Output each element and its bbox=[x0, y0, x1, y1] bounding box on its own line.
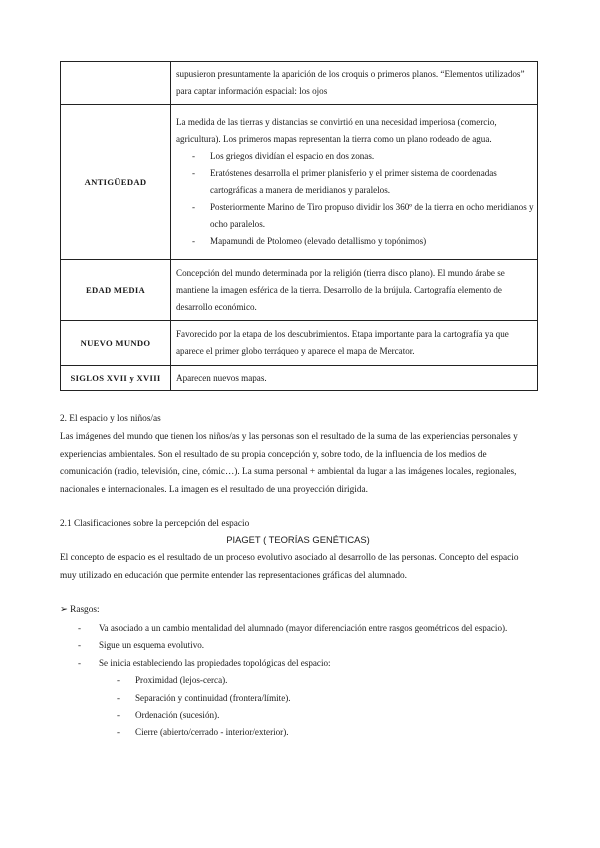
list-item: - Separación y continuidad (frontera/límite). bbox=[135, 690, 569, 707]
rasgos-list bbox=[60, 620, 569, 742]
list-item: - Ordenación (sucesión). bbox=[135, 707, 569, 724]
subsection-paragraph: El concepto de espacio es el resultado de un proceso evolutivo asociado al desarrollo de las personas. Concepto del espacio muy utilizado en educación que permite entender las representaciones gráficas del alumnado. bbox=[60, 553, 519, 581]
list-item: - Los griegos dividían el espacio en dos zonas. bbox=[210, 148, 534, 165]
table-row bbox=[61, 321, 538, 366]
list-item: - Se inicia estableciendo las propiedades topológicas del espacio: - Proximidad (lejos-cerca). - Separación y continuidad (frontera/límite). - Ordenación (sucesión). - Cierre (abierto/cerrado - interior/exterior). bbox=[99, 655, 569, 742]
row-content: supusieron presuntamente la aparición de los croquis o primeros planos. “Elementos utilizados” para captar información espacial: los ojos bbox=[171, 62, 538, 105]
list-item: - Cierre (abierto/cerrado - interior/exterior). bbox=[135, 724, 569, 741]
list-item: - Mapamundi de Ptolomeo (elevado detallismo y topónimos) bbox=[210, 233, 534, 250]
list-item: - Eratóstenes desarrolla el primer planisferio y el primer sistema de coordenadas cartográficas a manera de meridianos y paralelos. bbox=[210, 165, 534, 199]
row-label: SIGLOS XVII y XVIII bbox=[61, 366, 171, 391]
section-heading: 2. El espacio y los niños/as bbox=[60, 414, 161, 424]
row-label: EDAD MEDIA bbox=[61, 260, 171, 321]
list-item: - Va asociado a un cambio mentalidad del alumnado (mayor diferenciación entre rasgos geométricos del espacio). bbox=[99, 620, 569, 637]
row-content: Favorecido por la etapa de los descubrimientos. Etapa importante para la cartografía ya que aparece el primer globo terráqueo y aparece el mapa de Mercator. bbox=[171, 321, 538, 366]
row-content: Concepción del mundo determinada por la religión (tierra disco plano). El mundo árabe se mantiene la imagen esférica de la tierra. Desarrollo de la brújula. Cartografía elemento de desarrollo económico. bbox=[171, 260, 538, 321]
row-label bbox=[61, 62, 171, 105]
list-item: - Sigue un esquema evolutivo. bbox=[99, 637, 569, 654]
table-row bbox=[61, 105, 538, 260]
row-label: NUEVO MUNDO bbox=[61, 321, 171, 366]
list-item: - Proximidad (lejos-cerca). bbox=[135, 672, 569, 689]
row-content: Aparecen nuevos mapas. bbox=[171, 366, 538, 391]
row-text: La medida de las tierras y distancias se convirtió en una necesidad imperiosa (comercio, agricultura). Los primeros mapas representan la tierra como un plano rodeado de agua. bbox=[176, 117, 497, 144]
section-paragraph: Las imágenes del mundo que tienen los niños/as y las personas son el resultado de la suma de las experiencias personales y experiencias ambientales. Son el resultado de su propia concepción y, sobre todo, de la influencia de los medios de comunicación (radio, televisión, cine, cómic…). La suma personal + ambiental da lugar a las imágenes locales, regionales, nacionales e internacionales. La imagen es el resultado de una proyección dirigida. bbox=[60, 432, 518, 495]
table-row bbox=[61, 62, 538, 105]
rasgos-heading: ➢ Rasgos: bbox=[60, 605, 100, 615]
row-label: ANTIGÜEDAD bbox=[61, 105, 171, 260]
table-row bbox=[61, 366, 538, 391]
list-item: - Posteriormente Marino de Tiro propuso dividir los 360º de la tierra en ocho meridianos y ocho paralelos. bbox=[210, 199, 534, 233]
centered-title: PIAGET ( TEORÍAS GENÉTICAS) bbox=[226, 534, 370, 545]
subsection-heading: 2.1 Clasificaciones sobre la percepción del espacio bbox=[60, 519, 250, 529]
history-table bbox=[60, 61, 538, 391]
table-row bbox=[61, 260, 538, 321]
rasgos-sublist bbox=[99, 672, 569, 742]
row-content bbox=[171, 105, 538, 260]
row-bullets bbox=[176, 148, 534, 250]
